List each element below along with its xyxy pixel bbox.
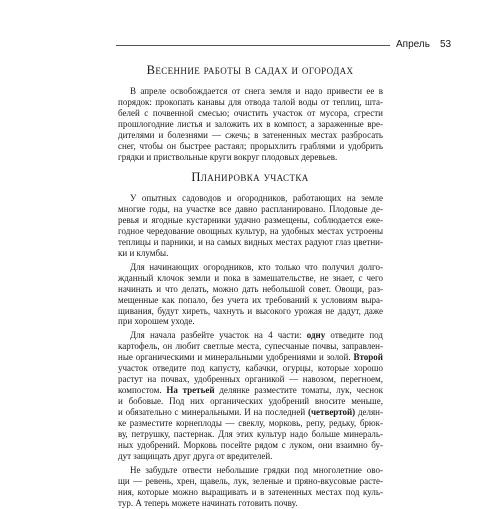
text-line: снег, чтобы он быстрее растаял; прорыхлить граблями и удобрить	[118, 140, 383, 151]
text-line: и обязательно с минеральными. И на последней (четвертой) делян-	[118, 407, 383, 418]
text-line: жданный клочок земли и пока в замешательстве, не знает, с чего	[118, 272, 383, 283]
text-line: мещенные как попало, без учета их требований к условиям выра-	[118, 294, 383, 305]
text-line: Для начинающих огородников, кто только что получил долго-	[130, 261, 383, 272]
text-line: годное чередование овощных культур, на удобных местах устроены	[118, 225, 383, 236]
header-rule	[116, 45, 390, 46]
emphasis-one: одну	[306, 330, 326, 341]
text-line: ревья и ягодные кустарники удачно размещены, соблюдается еже-	[118, 214, 383, 225]
text-line: участок отведите под капусту, кабачки, огурцы, которые хорошо	[118, 363, 383, 374]
text-line: ки и клумбы.	[118, 247, 169, 258]
text-line: тур. А теперь можете начинать готовить почву.	[118, 498, 298, 509]
text-line: ке разместите корнеплоды — свеклу, морковь, репу, редьку, брюк-	[118, 418, 383, 429]
text-line: растут на почвах, удобренных органикой — навозом, перегноем,	[118, 374, 383, 385]
text-line: дут защищать друг друга от вредителей.	[118, 451, 273, 462]
text-line: картофель, он любит светлые места, супесчаные почвы, заправлен-	[118, 341, 383, 352]
text-line: теплицы и парники, и на самых видных местах радуют глаз цветни-	[118, 236, 383, 247]
text-line: грядки и приствольные круги вокруг плодовых деревьев.	[118, 151, 338, 162]
text-line: ву, петрушку, пастернак. Для этих культур надо больше минераль-	[118, 429, 383, 440]
emphasis-fourth: (четвертой)	[307, 407, 356, 418]
page-number: 53	[440, 39, 452, 50]
text-line: дителями и болезнями — сжечь; в затененных местах разбросать	[118, 129, 383, 140]
emphasis-second: Второй	[353, 352, 383, 363]
text-line: начинать и что делать, можно дать небольшой совет. Овощи, раз-	[118, 283, 383, 294]
text-line: прошлогодние листья и заложить их в компост, а зараженные вре-	[118, 118, 383, 129]
text-line: белей с почвенной смесью; очистить участок от мусора, сгрести	[118, 107, 383, 118]
text-line: при хорошем уходе.	[118, 316, 195, 327]
text-line: ных удобрений. Морковь посейте рядом с луком, они взаимно бу-	[118, 440, 383, 451]
running-head-month: Апрель	[396, 39, 430, 50]
paragraph-beginners-advice	[118, 262, 383, 328]
text-line: и бобовые. Под них органических удобрений вносите меньше,	[118, 396, 383, 407]
text-line: Для начала разбейте участок на 4 части: одну отведите под	[130, 330, 383, 341]
paragraph-experienced-gardeners	[118, 193, 383, 259]
text-line: Не забудьте отвести небольшие грядки под многолетние ово-	[130, 465, 383, 476]
emphasis-third: На третьей	[166, 385, 215, 396]
text-line: В апреле освобождается от снега земля и надо привести ее в	[130, 86, 383, 96]
paragraph-perennials	[118, 465, 383, 509]
text-line: щи — ревень, хрен, щавель, лук, зеленые и пряно-вкусовые расте-	[118, 476, 383, 487]
text-line: У опытных садоводов и огородников, работающих на земле	[130, 192, 383, 203]
paragraph-spring-work	[118, 86, 383, 163]
section-title-spring-work: Весенние работы в садах и огородах	[146, 63, 354, 77]
paragraph-four-plots	[118, 330, 383, 462]
text-line: многие годы, на участке все давно распланировано. Плодовые де-	[118, 203, 383, 214]
text-line: ния, которые можно выращивать и в затененных местах под куль-	[118, 487, 383, 498]
text-line: порядок: прокопать канавы для отвода талой воды от теплиц, шта-	[118, 96, 383, 107]
text-line: щивания, будут хиреть, чахнуть и высокого урожая не дадут, даже	[118, 305, 383, 316]
running-head	[0, 38, 500, 52]
text-line: ные органическими и минеральными удобрениями и золой. Второй	[118, 352, 383, 363]
section-title-site-planning: Планировка участка	[191, 169, 309, 184]
text-line: компостом. На третьей делянке разместите томаты, лук, чеснок	[118, 385, 383, 396]
